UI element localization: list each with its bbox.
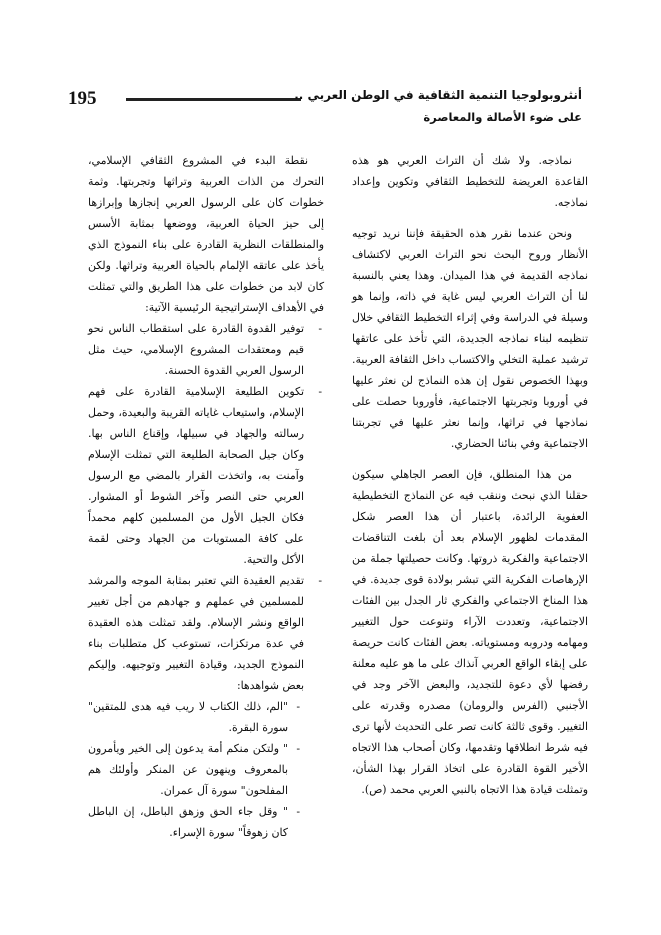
quote-text: "الم، ذلك الكتاب لا ريب فيه هدى للمتقين" سورة البقرة. <box>88 700 288 734</box>
quote-dash: - <box>296 805 300 818</box>
header-rule <box>126 98 301 101</box>
list-item <box>88 318 324 381</box>
page-number: 195 <box>68 88 97 109</box>
paragraph: نماذجه. ولا شك أن التراث العربي هو هذه القاعدة العريضة للتخطيط الثقافي وتكوين وإعداد نماذجه. <box>352 154 588 209</box>
paragraph: من هذا المنطلق، فإن العصر الجاهلي سيكون حقلنا الذي نبحث وننقب فيه عن النماذج التخطيطية العفوية الرائدة، باعتبار أن هذا العصر شكل المقدمات لظهور الإسلام بعد أن بلغت التناقضات الاجتماعية والفكرية ذروتها. وكانت حصيلتها جملة من الإرهاصات الفكرية التي تبشر بولادة قوى جديدة. في هذا المناخ الاجتماعي والفكري ثار الجدل بين الفئات الاجتماعية، وتعددت الآراء وتنوعت حول التغيير ومهامه ودروبه ومستوياته. بعض الفئات كانت حريصة على إبقاء الواقع العربي آنذاك على ما هو عليه معلنة رفضها لأي دعوة للتجديد، والبعض الآخر وجد في الأجنبي (الفرس والرومان) مصدره وقدرته على التغيير. وقوى ثالثة كانت تصر على التحديث لأنها ترى فيه شرط انطلاقها وتقدمها، وكان أصحاب هذا الاتجاه الأخير القوة القادرة على اتخاذ القرار بهذا الشأن، وتمثلت قيادة هذا الاتجاه بالنبي العربي محمد (ص). <box>352 468 588 796</box>
list-item-text: توفير القدوة القادرة على استقطاب الناس نحو قيم ومعتقدات المشروع الإسلامي، حيث مثل الرسول العربي القدوة الحسنة. <box>88 322 304 377</box>
quote-dash: - <box>296 742 300 755</box>
quote-dash: - <box>296 700 300 713</box>
quote-item <box>88 801 300 843</box>
quote-text: " ولتكن منكم أمة يدعون إلى الخير ويأمرون بالمعروف وينهون عن المنكر وأولئك هم المفلحون" سورة آل عمران. <box>88 742 288 797</box>
quote-text: " وقل جاء الحق وزهق الباطل، إن الباطل كان زهوقاً" سورة الإسراء. <box>88 805 288 839</box>
quotes-list <box>88 696 324 843</box>
quote-item <box>88 696 300 738</box>
running-subtitle: على ضوء الأصالة والمعاصرة <box>423 110 582 124</box>
list-item <box>88 570 324 696</box>
bullet-dash: - <box>318 385 322 398</box>
bullet-dash: - <box>318 574 322 587</box>
left-column <box>88 150 324 843</box>
paragraph: نقطة البدء في المشروع الثقافي الإسلامي، التحرك من الذات العربية وتراثها وتجربتها. وثمة خطوات كان على الرسول العربي إنجازها وإبرازها إلى حيز الحياة العربية، ووضعها بمثابة الأسس والمنطلقات النظرية القادرة على بناء النموذج الذي يأخذ على عاتقه الإلمام بالحياة العربية وتراثها. ولكن كان لابد من خطوات على هذا الطريق والتي تمثلت في الأهداف الإستراتيجية الرئيسية الآتية: <box>88 154 324 314</box>
list-item-text: تكوين الطليعة الإسلامية القادرة على فهم الإسلام، واستيعاب غاياته القريبة والبعيدة، وحمل رسالته والجهاد في سبيلها، وإقناع الناس بها. وكان جيل الصحابة الطليعة التي تمثلت الإسلام وآمنت به، واتخذت القرار بالمضي مع الرسول العربي حتى النصر وآخر الشوط أو المشوار. فكان الجيل الأول من المسلمين كلهم محمداً على كافة المستويات من الجهاد وحتى لقمة الأكل والتحية. <box>88 385 304 566</box>
quote-item <box>88 738 300 801</box>
list-item <box>88 381 324 570</box>
bullet-dash: - <box>318 322 322 335</box>
paragraph: ونحن عندما نقرر هذه الحقيقة فإننا نريد توجيه الأنظار وروح البحث نحو التراث العربي لاكتشاف نماذجه القديمة في هذا الميدان. وهذا يعني بالنسبة لنا أن التراث العربي ليس غاية في ذاته، وإنما هو وسيلة في الدراسة وفي إثراء التخطيط الثقافي خلال تنظيمه لبناء نماذجه الجديدة، التي تأخذ على عاتقها ترشيد عملية التخلي والاكتساب داخل الثقافة العربية. وبهذا الخصوص نقول إن هذه النماذج لن نعثر عليها في أوروبا وتجربتها الاجتماعية، فأوروبا حصلت على نماذجها في تراثها، وإنما نعثر عليها في تجربتنا الاجتماعية وفي بنائنا الحضاري. <box>352 227 588 450</box>
page-header <box>68 86 582 130</box>
list-item-text: تقديم العقيدة التي تعتبر بمثابة الموجه والمرشد للمسلمين في عملهم و جهادهم من أجل تغيير الواقع ونشر الإسلام. ولقد تمثلت هذه العقيدة في عدة مرتكزات، تستوعب كل متطلبات بناء النموذج الجديد، وقيادة التغيير وتوجيهه. وإليكم بعض شواهدها: <box>88 574 304 692</box>
body-columns <box>88 150 588 870</box>
objectives-list <box>88 318 324 696</box>
right-column <box>352 150 588 800</box>
running-title: أنثروبولوجيا التنمية الثقافية في الوطن العربي .. <box>294 88 582 102</box>
